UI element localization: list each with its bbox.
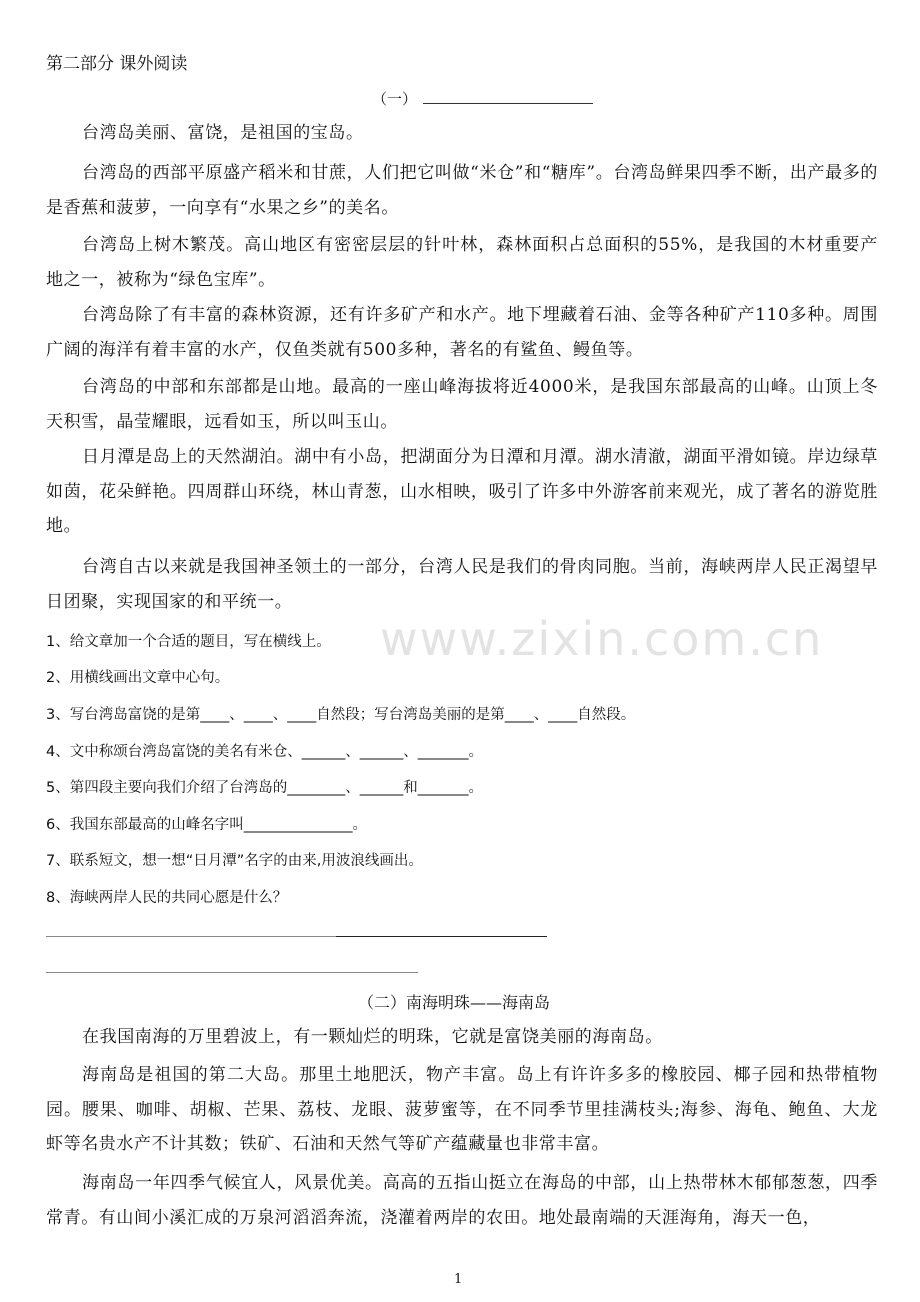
section-heading: 第二部分 课外阅读: [46, 54, 188, 74]
passage2-paragraph-2: 海南岛是祖国的第二大岛。那里土地肥沃，物产丰富。岛上有许许多多的橡胶园、椰子园和热带植物园。腰果、咖啡、胡椒、芒果、荔枝、龙眼、菠萝蜜等，在不同季节里挂满枝头;海参、海龟、鲍鱼、大龙虾等名贵水产不计其数；铁矿、石油和天然气等矿产蕴藏量也非常丰富。: [46, 1065, 878, 1154]
passage2-paragraph-3: 海南岛一年四季气候宜人，风景优美。高高的五指山挺立在海岛的中部，山上热带林木郁郁葱葱，四季常青。有山间小溪汇成的万泉河滔滔奔流，浇灌着两岸的农田。地处最南端的天涯海角，海天一色，: [46, 1173, 878, 1228]
question-8: 8、海峡两岸人民的共同心愿是什么？: [46, 890, 288, 906]
answer-line-1a[interactable]: [46, 936, 336, 937]
passage1-paragraph-7: 台湾自古以来就是我国神圣领土的一部分，台湾人民是我们的骨肉同胞。当前，海峡两岸人民正渴望早日团聚，实现国家的和平统一。: [46, 557, 878, 612]
answer-line-1b[interactable]: [336, 936, 547, 937]
passage2-title: （二）南海明珠——海南岛: [358, 993, 551, 1012]
passage1-paragraph-1: 台湾岛美丽、富饶，是祖国的宝岛。: [82, 123, 364, 143]
question-3: 3、写台湾岛富饶的是第____、____、____自然段；写台湾岛美丽的是第____、____自然段。: [46, 707, 636, 723]
page-number: 1: [454, 1272, 463, 1287]
question-2: 2、用横线画出文章中心句。: [46, 670, 230, 686]
question-6: 6、我国东部最高的山峰名字叫_______________。: [46, 817, 367, 833]
passage1-title: [372, 88, 593, 109]
passage1-paragraph-5: 台湾岛的中部和东部都是山地。最高的一座山峰海拔将近4000米，是我国东部最高的山峰。山顶上冬天积雪，晶莹耀眼，远看如玉，所以叫玉山。: [46, 377, 878, 432]
passage1-paragraph-6: 日月潭是岛上的天然湖泊。湖中有小岛，把湖面分为日潭和月潭。湖水清澈，湖面平滑如镜。岸边绿草如茵，花朵鲜艳。四周群山环绕，林山青葱，山水相映，吸引了许多中外游客前来观光，成了著名的游览胜地。: [46, 447, 878, 536]
passage1-title-label: （一）: [372, 90, 418, 108]
question-4: 4、文中称颂台湾岛富饶的美名有米仓、______、______、_______。: [46, 744, 483, 760]
passage1-paragraph-4: 台湾岛除了有丰富的森林资源，还有许多矿产和水产。地下埋藏着石油、金等各种矿产110多种。周围广阔的海洋有着丰富的水产，仅鱼类就有500多种，著名的有鲨鱼、鳗鱼等。: [46, 305, 878, 360]
passage2-paragraph-1: 在我国南海的万里碧波上，有一颗灿烂的明珠，它就是富饶美丽的海南岛。: [82, 1027, 663, 1047]
question-1: 1、给文章加一个合适的题目，写在横线上。: [46, 634, 331, 650]
passage1-paragraph-3: 台湾岛上树木繁茂。高山地区有密密层层的针叶林，森林面积占总面积的55%，是我国的木材重要产地之一，被称为“绿色宝库”。: [46, 235, 878, 290]
question-5: 5、第四段主要向我们介绍了台湾岛的________、______和_______。: [46, 780, 483, 796]
passage1-paragraph-2: 台湾岛的西部平原盛产稻米和甘蔗，人们把它叫做“米仓”和“糖库”。台湾岛鲜果四季不断，出产最多的是香蕉和菠萝，一向享有“水果之乡”的美名。: [46, 163, 878, 218]
answer-line-2[interactable]: [46, 972, 418, 973]
watermark: www.zixin.com.cn: [380, 612, 824, 666]
title-blank-line: [423, 89, 593, 104]
question-7: 7、联系短文，想一想“日月潭”名字的由来,用波浪线画出。: [46, 853, 423, 869]
